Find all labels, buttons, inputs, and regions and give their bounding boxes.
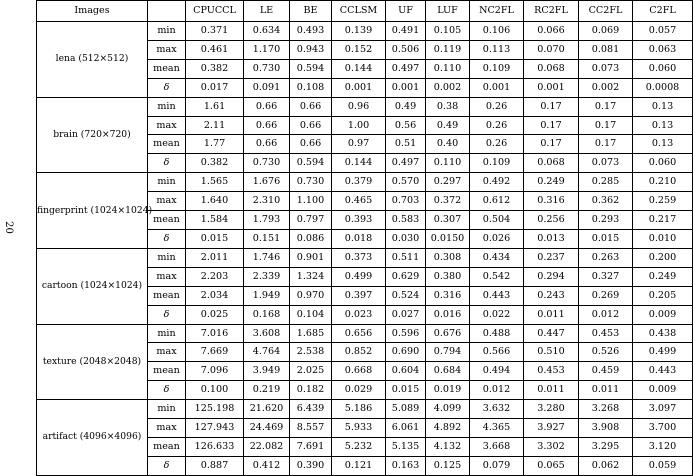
- value-cell: 21.620: [244, 400, 290, 419]
- column-header: CPUCCL: [186, 1, 244, 22]
- value-cell: 3.097: [633, 400, 693, 419]
- row-label-cell: min: [148, 324, 186, 343]
- value-cell: 0.001: [524, 78, 579, 97]
- value-cell: 6.061: [386, 419, 426, 438]
- row-label-cell: δ: [148, 78, 186, 97]
- column-header: BE: [290, 1, 332, 22]
- value-cell: 0.730: [244, 154, 290, 173]
- row-label-cell: mean: [148, 362, 186, 381]
- table-header: [37, 1, 693, 22]
- row-label-cell: max: [148, 192, 186, 211]
- value-cell: 3.949: [244, 362, 290, 381]
- row-label-cell: mean: [148, 437, 186, 456]
- value-cell: 0.684: [426, 362, 470, 381]
- value-cell: 1.676: [244, 173, 290, 192]
- value-cell: 0.379: [332, 173, 386, 192]
- value-cell: 1.100: [290, 192, 332, 211]
- value-cell: 0.412: [244, 456, 290, 475]
- value-cell: 0.263: [579, 248, 633, 267]
- value-cell: 1.949: [244, 286, 290, 305]
- value-cell: 0.219: [244, 381, 290, 400]
- row-label-cell: max: [148, 267, 186, 286]
- value-cell: 0.13: [633, 135, 693, 154]
- value-cell: 3.608: [244, 324, 290, 343]
- value-cell: 0.852: [332, 343, 386, 362]
- value-cell: 0.066: [524, 22, 579, 41]
- value-cell: 0.494: [470, 362, 524, 381]
- value-cell: 0.307: [426, 211, 470, 230]
- value-cell: 0.059: [633, 456, 693, 475]
- value-cell: 4.892: [426, 419, 470, 438]
- value-cell: 0.018: [332, 229, 386, 248]
- value-cell: 0.001: [332, 78, 386, 97]
- value-cell: 0.009: [633, 381, 693, 400]
- value-cell: 0.794: [426, 343, 470, 362]
- value-cell: 0.49: [426, 116, 470, 135]
- value-cell: 0.66: [290, 97, 332, 116]
- value-cell: 0.297: [426, 173, 470, 192]
- value-cell: 0.943: [290, 40, 332, 59]
- value-cell: 0.499: [633, 343, 693, 362]
- row-label-cell: max: [148, 419, 186, 438]
- value-cell: 24.469: [244, 419, 290, 438]
- value-cell: 0.504: [470, 211, 524, 230]
- value-cell: 1.584: [186, 211, 244, 230]
- value-cell: 0.26: [470, 135, 524, 154]
- value-cell: 7.691: [290, 437, 332, 456]
- value-cell: 0.217: [633, 211, 693, 230]
- value-cell: 0.656: [332, 324, 386, 343]
- value-cell: 0.086: [290, 229, 332, 248]
- value-cell: 0.443: [470, 286, 524, 305]
- value-cell: 0.001: [470, 78, 524, 97]
- value-cell: 0.542: [470, 267, 524, 286]
- value-cell: 0.397: [332, 286, 386, 305]
- value-cell: 0.065: [524, 456, 579, 475]
- value-cell: 0.144: [332, 154, 386, 173]
- value-cell: 3.120: [633, 437, 693, 456]
- value-cell: 0.17: [579, 116, 633, 135]
- value-cell: 0.730: [290, 173, 332, 192]
- column-header: [148, 1, 186, 22]
- value-cell: 0.163: [386, 456, 426, 475]
- value-cell: 0.109: [470, 154, 524, 173]
- value-cell: 127.943: [186, 419, 244, 438]
- value-cell: 0.010: [633, 229, 693, 248]
- value-cell: 0.17: [524, 116, 579, 135]
- value-cell: 0.069: [579, 22, 633, 41]
- value-cell: 0.96: [332, 97, 386, 116]
- value-cell: 1.746: [244, 248, 290, 267]
- value-cell: 0.970: [290, 286, 332, 305]
- value-cell: 0.243: [524, 286, 579, 305]
- value-cell: 0.703: [386, 192, 426, 211]
- value-cell: 3.280: [524, 400, 579, 419]
- value-cell: 0.012: [470, 381, 524, 400]
- value-cell: 0.13: [633, 97, 693, 116]
- value-cell: 3.700: [633, 419, 693, 438]
- column-header: NC2FL: [470, 1, 524, 22]
- value-cell: 0.108: [290, 78, 332, 97]
- value-cell: 0.104: [290, 305, 332, 324]
- value-cell: 0.393: [332, 211, 386, 230]
- value-cell: 2.034: [186, 286, 244, 305]
- value-cell: 1.00: [332, 116, 386, 135]
- value-cell: 0.113: [470, 40, 524, 59]
- value-cell: 0.511: [386, 248, 426, 267]
- value-cell: 0.057: [633, 22, 693, 41]
- value-cell: 0.327: [579, 267, 633, 286]
- row-label-cell: max: [148, 116, 186, 135]
- value-cell: 0.453: [524, 362, 579, 381]
- results-table: [36, 0, 693, 476]
- row-label-cell: mean: [148, 135, 186, 154]
- value-cell: 0.510: [524, 343, 579, 362]
- value-cell: 0.109: [470, 59, 524, 78]
- value-cell: 3.632: [470, 400, 524, 419]
- value-cell: 0.570: [386, 173, 426, 192]
- value-cell: 0.38: [426, 97, 470, 116]
- value-cell: 0.001: [386, 78, 426, 97]
- value-cell: 0.125: [426, 456, 470, 475]
- value-cell: 126.633: [186, 437, 244, 456]
- value-cell: 0.011: [524, 381, 579, 400]
- table-row: [37, 97, 693, 116]
- value-cell: 22.082: [244, 437, 290, 456]
- value-cell: 0.390: [290, 456, 332, 475]
- value-cell: 0.447: [524, 324, 579, 343]
- image-name-cell: brain (720×720): [37, 97, 148, 173]
- value-cell: 0.492: [470, 173, 524, 192]
- row-label-cell: max: [148, 343, 186, 362]
- value-cell: 0.506: [386, 40, 426, 59]
- value-cell: 7.669: [186, 343, 244, 362]
- value-cell: 0.797: [290, 211, 332, 230]
- value-cell: 6.439: [290, 400, 332, 419]
- value-cell: 0.676: [426, 324, 470, 343]
- row-label-cell: min: [148, 97, 186, 116]
- value-cell: 0.443: [633, 362, 693, 381]
- value-cell: 0.524: [386, 286, 426, 305]
- value-cell: 0.068: [524, 59, 579, 78]
- row-label-cell: mean: [148, 286, 186, 305]
- row-label-cell: δ: [148, 305, 186, 324]
- value-cell: 0.26: [470, 116, 524, 135]
- value-cell: 0.17: [579, 135, 633, 154]
- value-cell: 0.249: [524, 173, 579, 192]
- value-cell: 0.316: [524, 192, 579, 211]
- image-name-cell: fingerprint (1024×1024): [37, 173, 148, 249]
- column-header: CC2FL: [579, 1, 633, 22]
- value-cell: 0.382: [186, 59, 244, 78]
- value-cell: 0.119: [426, 40, 470, 59]
- value-cell: 0.015: [386, 381, 426, 400]
- value-cell: 0.152: [332, 40, 386, 59]
- value-cell: 0.526: [579, 343, 633, 362]
- value-cell: 0.100: [186, 381, 244, 400]
- table-body: [37, 22, 693, 476]
- value-cell: 5.186: [332, 400, 386, 419]
- value-cell: 0.259: [633, 192, 693, 211]
- value-cell: 0.612: [470, 192, 524, 211]
- value-cell: 1.640: [186, 192, 244, 211]
- row-label-cell: δ: [148, 154, 186, 173]
- value-cell: 0.13: [633, 116, 693, 135]
- value-cell: 1.170: [244, 40, 290, 59]
- value-cell: 0.063: [633, 40, 693, 59]
- value-cell: 0.497: [386, 154, 426, 173]
- value-cell: 2.025: [290, 362, 332, 381]
- value-cell: 0.237: [524, 248, 579, 267]
- value-cell: 0.011: [524, 305, 579, 324]
- value-cell: 0.668: [332, 362, 386, 381]
- row-label-cell: mean: [148, 211, 186, 230]
- value-cell: 0.17: [524, 135, 579, 154]
- value-cell: 0.002: [579, 78, 633, 97]
- value-cell: 0.0150: [426, 229, 470, 248]
- header-row: [37, 1, 693, 22]
- value-cell: 0.493: [290, 22, 332, 41]
- value-cell: 0.121: [332, 456, 386, 475]
- value-cell: 0.49: [386, 97, 426, 116]
- value-cell: 2.339: [244, 267, 290, 286]
- table-row: [37, 324, 693, 343]
- value-cell: 0.66: [290, 116, 332, 135]
- page-number: 20: [2, 221, 14, 234]
- value-cell: 0.110: [426, 154, 470, 173]
- value-cell: 3.302: [524, 437, 579, 456]
- value-cell: 0.459: [579, 362, 633, 381]
- column-header: UF: [386, 1, 426, 22]
- value-cell: 0.438: [633, 324, 693, 343]
- value-cell: 0.081: [579, 40, 633, 59]
- row-label-cell: δ: [148, 381, 186, 400]
- value-cell: 2.310: [244, 192, 290, 211]
- value-cell: 0.491: [386, 22, 426, 41]
- value-cell: 0.015: [579, 229, 633, 248]
- value-cell: 2.011: [186, 248, 244, 267]
- value-cell: 4.365: [470, 419, 524, 438]
- value-cell: 0.062: [579, 456, 633, 475]
- value-cell: 0.139: [332, 22, 386, 41]
- row-label-cell: δ: [148, 229, 186, 248]
- value-cell: 0.51: [386, 135, 426, 154]
- value-cell: 0.009: [633, 305, 693, 324]
- value-cell: 4.099: [426, 400, 470, 419]
- value-cell: 0.013: [524, 229, 579, 248]
- value-cell: 0.596: [386, 324, 426, 343]
- value-cell: 5.089: [386, 400, 426, 419]
- table-row: [37, 248, 693, 267]
- value-cell: 0.073: [579, 154, 633, 173]
- row-label-cell: min: [148, 248, 186, 267]
- value-cell: 0.629: [386, 267, 426, 286]
- value-cell: 0.070: [524, 40, 579, 59]
- value-cell: 1.565: [186, 173, 244, 192]
- value-cell: 4.764: [244, 343, 290, 362]
- value-cell: 1.793: [244, 211, 290, 230]
- value-cell: 0.583: [386, 211, 426, 230]
- value-cell: 0.294: [524, 267, 579, 286]
- value-cell: 0.488: [470, 324, 524, 343]
- value-cell: 0.566: [470, 343, 524, 362]
- value-cell: 0.079: [470, 456, 524, 475]
- value-cell: 0.205: [633, 286, 693, 305]
- value-cell: 0.17: [524, 97, 579, 116]
- value-cell: 0.499: [332, 267, 386, 286]
- value-cell: 0.105: [426, 22, 470, 41]
- value-cell: 0.56: [386, 116, 426, 135]
- value-cell: 1.61: [186, 97, 244, 116]
- value-cell: 0.362: [579, 192, 633, 211]
- value-cell: 0.40: [426, 135, 470, 154]
- table-row: [37, 400, 693, 419]
- value-cell: 0.091: [244, 78, 290, 97]
- value-cell: 2.203: [186, 267, 244, 286]
- value-cell: 0.293: [579, 211, 633, 230]
- image-name-cell: cartoon (1024×1024): [37, 248, 148, 324]
- value-cell: 0.465: [332, 192, 386, 211]
- value-cell: 0.434: [470, 248, 524, 267]
- value-cell: 0.073: [579, 59, 633, 78]
- value-cell: 0.604: [386, 362, 426, 381]
- value-cell: 0.380: [426, 267, 470, 286]
- value-cell: 0.308: [426, 248, 470, 267]
- value-cell: 7.096: [186, 362, 244, 381]
- value-cell: 0.371: [186, 22, 244, 41]
- value-cell: 0.316: [426, 286, 470, 305]
- table-row: [37, 22, 693, 41]
- value-cell: 0.011: [579, 381, 633, 400]
- value-cell: 5.232: [332, 437, 386, 456]
- value-cell: 0.249: [633, 267, 693, 286]
- value-cell: 3.927: [524, 419, 579, 438]
- value-cell: 0.027: [386, 305, 426, 324]
- value-cell: 2.11: [186, 116, 244, 135]
- value-cell: 0.269: [579, 286, 633, 305]
- value-cell: 3.295: [579, 437, 633, 456]
- image-name-cell: artifact (4096×4096): [37, 400, 148, 476]
- value-cell: 0.66: [244, 135, 290, 154]
- value-cell: 8.557: [290, 419, 332, 438]
- value-cell: 0.887: [186, 456, 244, 475]
- row-label-cell: δ: [148, 456, 186, 475]
- value-cell: 0.012: [579, 305, 633, 324]
- value-cell: 0.901: [290, 248, 332, 267]
- value-cell: 1.685: [290, 324, 332, 343]
- value-cell: 0.182: [290, 381, 332, 400]
- value-cell: 0.144: [332, 59, 386, 78]
- value-cell: 0.210: [633, 173, 693, 192]
- value-cell: 0.019: [426, 381, 470, 400]
- value-cell: 0.66: [244, 116, 290, 135]
- value-cell: 3.268: [579, 400, 633, 419]
- value-cell: 3.908: [579, 419, 633, 438]
- row-label-cell: min: [148, 400, 186, 419]
- value-cell: 0.373: [332, 248, 386, 267]
- value-cell: 1.324: [290, 267, 332, 286]
- value-cell: 5.135: [386, 437, 426, 456]
- value-cell: 0.453: [579, 324, 633, 343]
- value-cell: 0.015: [186, 229, 244, 248]
- value-cell: 0.634: [244, 22, 290, 41]
- value-cell: 0.0008: [633, 78, 693, 97]
- value-cell: 0.030: [386, 229, 426, 248]
- value-cell: 0.060: [633, 59, 693, 78]
- value-cell: 0.497: [386, 59, 426, 78]
- column-header: C2FL: [633, 1, 693, 22]
- value-cell: 0.060: [633, 154, 693, 173]
- value-cell: 0.594: [290, 59, 332, 78]
- value-cell: 0.029: [332, 381, 386, 400]
- value-cell: 0.17: [579, 97, 633, 116]
- value-cell: 2.538: [290, 343, 332, 362]
- value-cell: 0.730: [244, 59, 290, 78]
- value-cell: 0.017: [186, 78, 244, 97]
- column-header: LUF: [426, 1, 470, 22]
- value-cell: 0.372: [426, 192, 470, 211]
- value-cell: 0.022: [470, 305, 524, 324]
- value-cell: 0.26: [470, 97, 524, 116]
- value-cell: 0.151: [244, 229, 290, 248]
- value-cell: 0.016: [426, 305, 470, 324]
- value-cell: 0.256: [524, 211, 579, 230]
- value-cell: 0.66: [244, 97, 290, 116]
- row-label-cell: max: [148, 40, 186, 59]
- row-label-cell: min: [148, 22, 186, 41]
- value-cell: 125.198: [186, 400, 244, 419]
- value-cell: 0.068: [524, 154, 579, 173]
- value-cell: 0.168: [244, 305, 290, 324]
- value-cell: 1.77: [186, 135, 244, 154]
- value-cell: 0.285: [579, 173, 633, 192]
- value-cell: 4.132: [426, 437, 470, 456]
- value-cell: 0.690: [386, 343, 426, 362]
- column-header: RC2FL: [524, 1, 579, 22]
- value-cell: 7.016: [186, 324, 244, 343]
- value-cell: 0.026: [470, 229, 524, 248]
- column-header: Images: [37, 1, 148, 22]
- value-cell: 5.933: [332, 419, 386, 438]
- row-label-cell: mean: [148, 59, 186, 78]
- value-cell: 0.461: [186, 40, 244, 59]
- column-header: LE: [244, 1, 290, 22]
- value-cell: 0.106: [470, 22, 524, 41]
- image-name-cell: lena (512×512): [37, 22, 148, 98]
- value-cell: 0.025: [186, 305, 244, 324]
- value-cell: 0.200: [633, 248, 693, 267]
- value-cell: 3.668: [470, 437, 524, 456]
- value-cell: 0.97: [332, 135, 386, 154]
- value-cell: 0.002: [426, 78, 470, 97]
- image-name-cell: texture (2048×2048): [37, 324, 148, 400]
- value-cell: 0.110: [426, 59, 470, 78]
- column-header: CCLSM: [332, 1, 386, 22]
- value-cell: 0.023: [332, 305, 386, 324]
- value-cell: 0.382: [186, 154, 244, 173]
- value-cell: 0.594: [290, 154, 332, 173]
- table-row: [37, 173, 693, 192]
- value-cell: 0.66: [290, 135, 332, 154]
- row-label-cell: min: [148, 173, 186, 192]
